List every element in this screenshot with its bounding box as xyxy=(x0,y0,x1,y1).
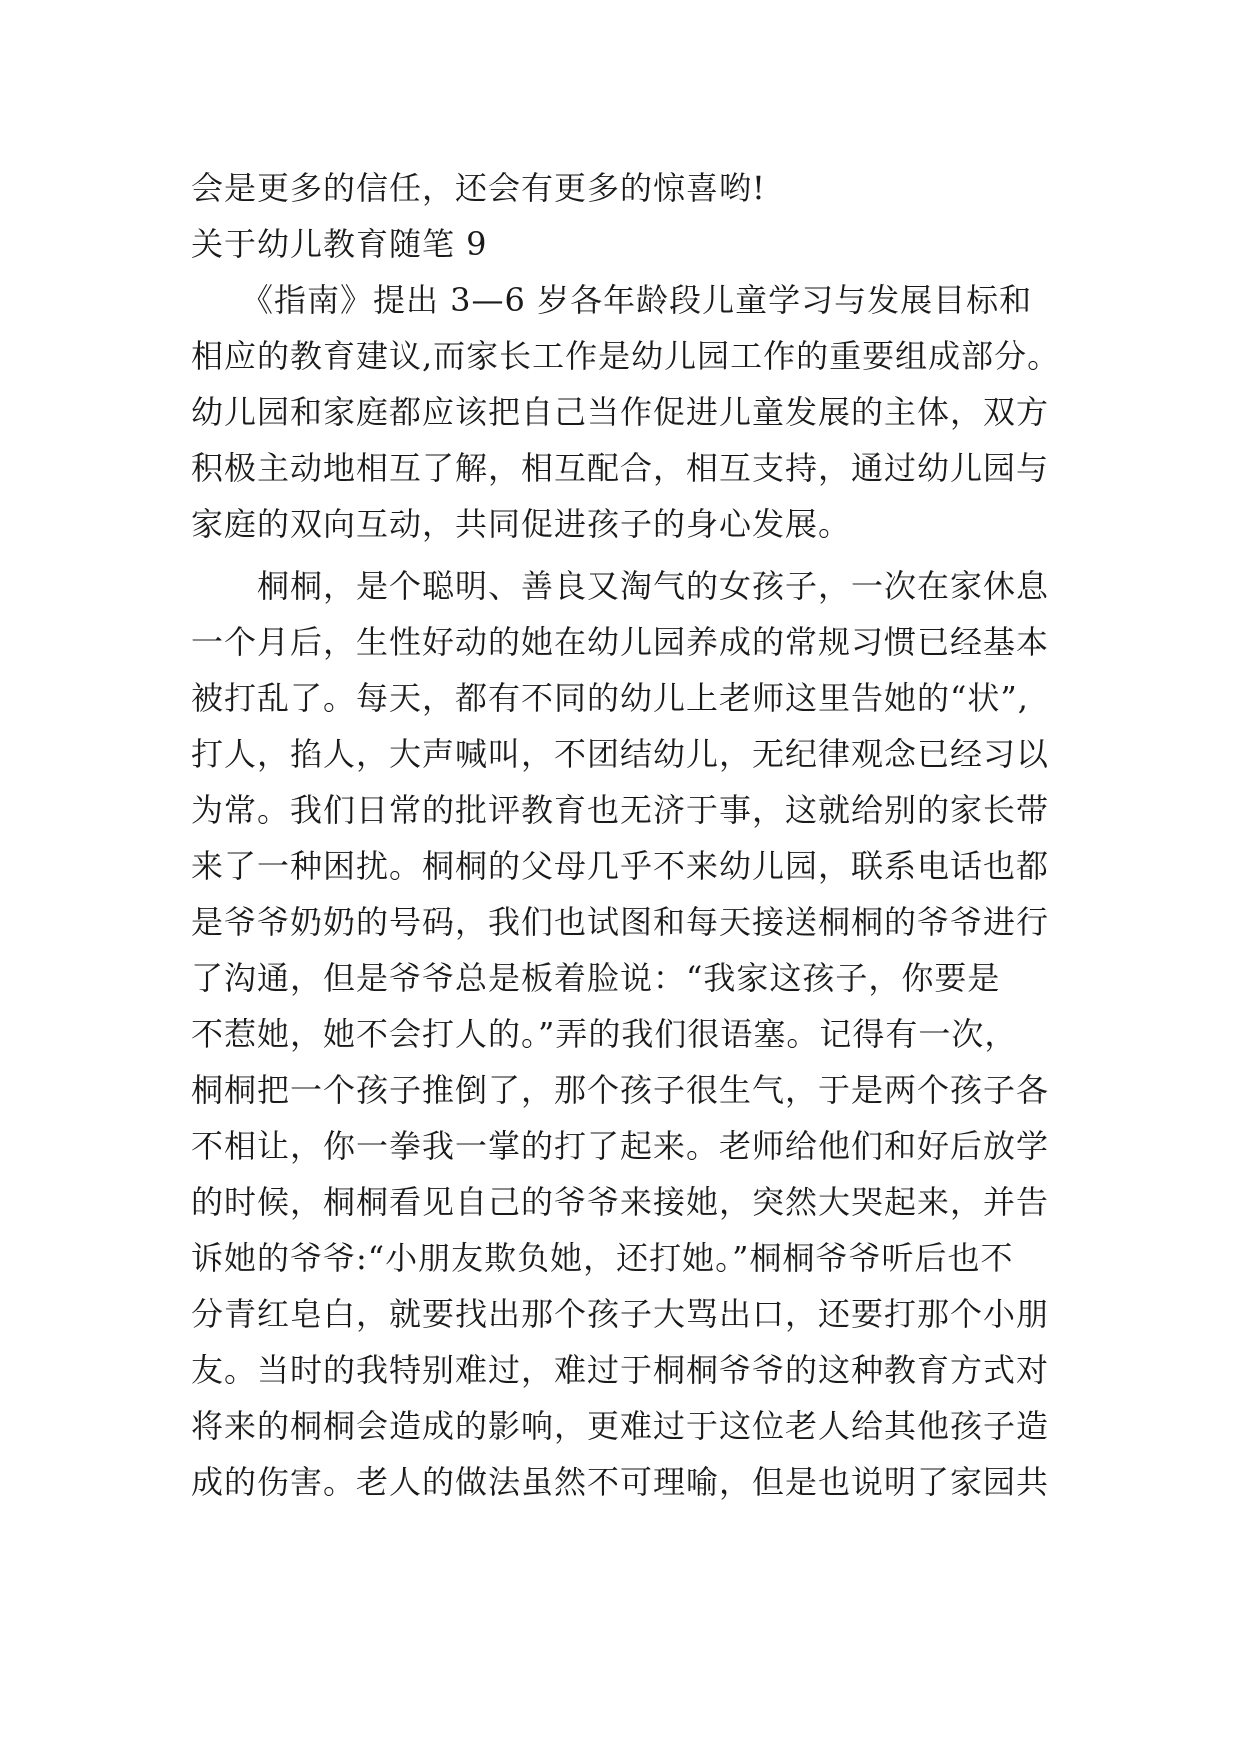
paragraph-line: 不相让，你一拳我一掌的打了起来。老师给他们和好后放学 xyxy=(191,1127,1050,1165)
paragraph-line: 桐桐把一个孩子推倒了，那个孩子很生气，于是两个孩子各 xyxy=(191,1071,1050,1109)
section-heading: 关于幼儿教育随笔 9 xyxy=(191,225,488,263)
paragraph-line: 家庭的双向互动，共同促进孩子的身心发展。 xyxy=(191,505,852,543)
paragraph-line: 成的伤害。老人的做法虽然不可理喻，但是也说明了家园共 xyxy=(191,1463,1050,1501)
paragraph-line: 幼儿园和家庭都应该把自己当作促进儿童发展的主体，双方 xyxy=(191,393,1050,431)
document-body xyxy=(191,160,1061,1510)
paragraph-line: 相应的教育建议,而家长工作是幼儿园工作的重要组成部分。 xyxy=(191,337,1061,375)
paragraph-line: 被打乱了。每天，都有不同的幼儿上老师这里告她的“状”, xyxy=(191,679,1029,717)
paragraph-line: 《指南》提出 3—6 岁各年龄段儿童学习与发展目标和 xyxy=(191,281,1033,319)
paragraph-line: 的时候，桐桐看见自己的爷爷来接她，突然大哭起来，并告 xyxy=(191,1183,1050,1221)
paragraph-line: 友。当时的我特别难过，难过于桐桐爷爷的这种教育方式对 xyxy=(191,1351,1050,1389)
lead-line: 会是更多的信任，还会有更多的惊喜哟! xyxy=(191,169,766,207)
paragraph-line: 不惹她，她不会打人的。”弄的我们很语塞。记得有一次， xyxy=(191,1015,1018,1053)
paragraph-line: 打人，掐人，大声喊叫，不团结幼儿，无纪律观念已经习以 xyxy=(191,735,1050,773)
paragraph-story xyxy=(191,558,1061,1510)
paragraph-line: 诉她的爷爷:“小朋友欺负她，还打她。”桐桐爷爷听后也不 xyxy=(191,1239,1014,1277)
paragraph-line: 积极主动地相互了解，相互配合，相互支持，通过幼儿园与 xyxy=(191,449,1050,487)
paragraph-line: 了沟通，但是爷爷总是板着脸说：“我家这孩子，你要是 xyxy=(191,959,1001,997)
paragraph-intro xyxy=(191,272,1061,552)
paragraph-line: 将来的桐桐会造成的影响，更难过于这位老人给其他孩子造 xyxy=(191,1407,1050,1445)
paragraph-line: 桐桐，是个聪明、善良又淘气的女孩子，一次在家休息 xyxy=(191,567,1050,605)
paragraph-line: 一个月后，生性好动的她在幼儿园养成的常规习惯已经基本 xyxy=(191,623,1050,661)
paragraph-line: 分青红皂白，就要找出那个孩子大骂出口，还要打那个小朋 xyxy=(191,1295,1050,1333)
paragraph-line: 是爷爷奶奶的号码，我们也试图和每天接送桐桐的爷爷进行 xyxy=(191,903,1050,941)
paragraph-line: 来了一种困扰。桐桐的父母几乎不来幼儿园，联系电话也都 xyxy=(191,847,1050,885)
paragraph-line: 为常。我们日常的批评教育也无济于事，这就给别的家长带 xyxy=(191,791,1050,829)
